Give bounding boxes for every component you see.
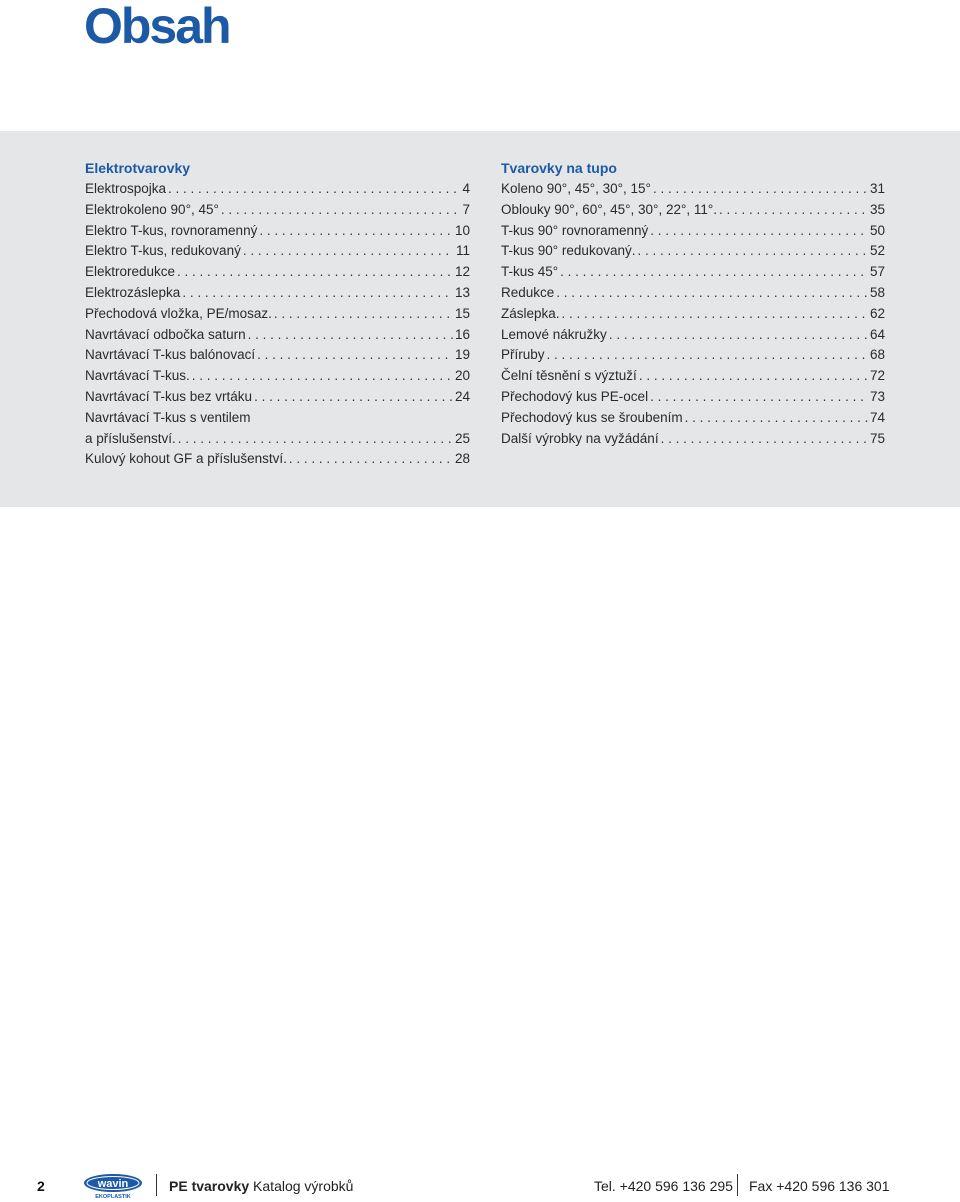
toc-entry xyxy=(501,283,885,304)
fax-number: Fax +420 596 136 301 xyxy=(749,1178,890,1194)
toc-entry-label: T-kus 90° rovnoramenný xyxy=(501,222,649,238)
toc-column-left xyxy=(85,158,470,470)
toc-entry-page: 12 xyxy=(454,264,470,280)
toc-entry xyxy=(85,366,470,387)
toc-column-right xyxy=(501,158,885,449)
toc-entry xyxy=(85,179,470,200)
toc-list xyxy=(501,179,885,449)
dot-leader xyxy=(562,304,868,325)
toc-entry-label: Navrtávací odbočka saturn xyxy=(85,326,246,342)
toc-entry-label: Kulový kohout GF a příslušenství. xyxy=(85,451,287,467)
toc-entry xyxy=(501,387,885,408)
toc-entry-page: 50 xyxy=(869,222,885,238)
dot-leader xyxy=(650,221,868,242)
toc-entry-page: 10 xyxy=(454,222,470,238)
toc-entry-page: 73 xyxy=(869,388,885,404)
toc-entry xyxy=(85,304,470,325)
toc-entry-label: T-kus 45° xyxy=(501,264,559,280)
toc-entry-label: Lemové nákružky xyxy=(501,326,607,342)
toc-entry-page: 62 xyxy=(869,305,885,321)
page-number: 2 xyxy=(37,1178,45,1194)
catalog-title-rest: Katalog výrobků xyxy=(249,1178,354,1194)
dot-leader xyxy=(639,366,868,387)
dot-leader xyxy=(254,387,453,408)
logo-subtext: EKOPLASTIK xyxy=(95,1194,131,1199)
toc-entry-label: Přechodový kus PE-ocel xyxy=(501,388,649,404)
wavin-logo xyxy=(82,1173,144,1199)
toc-entry-label: Elektro T-kus, rovnoramenný xyxy=(85,222,258,238)
toc-entry-page: 35 xyxy=(869,201,885,217)
toc-entry xyxy=(501,366,885,387)
toc-entry xyxy=(85,449,470,470)
dot-leader xyxy=(178,429,453,450)
toc-entry xyxy=(85,200,470,221)
dot-leader xyxy=(650,387,868,408)
dot-leader xyxy=(609,325,868,346)
toc-entry-label: Příruby xyxy=(501,347,545,363)
toc-entry-label: Navrtávací T-kus s ventilem xyxy=(85,409,251,425)
toc-entry-label: Záslepka. xyxy=(501,305,560,321)
toc-entry-label: Přechodová vložka, PE/mosaz. xyxy=(85,305,272,321)
toc-entry-page: 16 xyxy=(454,326,470,342)
toc-entry-label: Navrtávací T-kus bez vrtáku xyxy=(85,388,253,404)
dot-leader xyxy=(182,283,453,304)
toc-entry-page: 13 xyxy=(454,284,470,300)
toc-entry xyxy=(501,325,885,346)
toc-entry-page: 64 xyxy=(869,326,885,342)
toc-entry xyxy=(85,241,470,262)
dot-leader xyxy=(274,304,453,325)
section-heading: Elektrotvarovky xyxy=(85,160,191,176)
toc-entry-page: 24 xyxy=(454,388,470,404)
footer-divider xyxy=(156,1174,157,1196)
toc-list xyxy=(85,179,470,470)
toc-entry-label: Elektrokoleno 90°, 45° xyxy=(85,201,219,217)
toc-entry-page: 75 xyxy=(869,430,885,446)
dot-leader xyxy=(259,221,453,242)
toc-entry-page: 74 xyxy=(869,409,885,425)
footer-divider xyxy=(737,1174,738,1196)
dot-leader xyxy=(556,283,868,304)
toc-entry xyxy=(85,283,470,304)
toc-entry xyxy=(501,345,885,366)
toc-entry-page: 58 xyxy=(869,284,885,300)
toc-entry-page: 52 xyxy=(869,243,885,259)
toc-entry-page: 4 xyxy=(462,181,470,196)
dot-leader xyxy=(637,241,868,262)
toc-entry xyxy=(85,408,470,429)
toc-entry-page: 15 xyxy=(454,305,470,321)
toc-entry-page: 11 xyxy=(455,243,470,259)
toc-entry-page: 57 xyxy=(869,264,885,280)
toc-entry-page: 68 xyxy=(869,347,885,363)
dot-leader xyxy=(192,366,453,387)
dot-leader xyxy=(661,429,868,450)
toc-entry-page: 25 xyxy=(454,430,470,446)
logo-text: wavin xyxy=(97,1178,129,1190)
toc-entry-label: Přechodový kus se šroubením xyxy=(501,409,683,425)
toc-entry-label: Elektroredukce xyxy=(85,264,176,280)
toc-entry-label: a příslušenství. xyxy=(85,430,176,446)
dot-leader xyxy=(243,241,454,262)
toc-entry xyxy=(501,179,885,200)
dot-leader xyxy=(248,325,453,346)
page-title: Obsah xyxy=(84,0,230,54)
toc-entry-label: Další výrobky na vyžádání xyxy=(501,430,659,446)
catalog-title xyxy=(169,1178,353,1194)
toc-entry-page: 72 xyxy=(869,368,885,384)
dot-leader xyxy=(685,408,868,429)
toc-entry-page: 7 xyxy=(462,201,470,217)
toc-entry-page: 31 xyxy=(869,181,885,196)
toc-entry xyxy=(501,241,885,262)
toc-entry xyxy=(501,429,885,450)
toc-entry xyxy=(85,325,470,346)
toc-entry xyxy=(85,221,470,242)
dot-leader xyxy=(547,345,868,366)
toc-entry-label: Navrtávací T-kus. xyxy=(85,368,190,384)
toc-entry xyxy=(501,262,885,283)
toc-entry-label: Redukce xyxy=(501,284,555,300)
dot-leader xyxy=(289,449,453,470)
dot-leader xyxy=(653,179,868,200)
toc-entry-label: T-kus 90° redukovaný. xyxy=(501,243,636,259)
dot-leader xyxy=(560,262,868,283)
toc-entry-label: Koleno 90°, 45°, 30°, 15° xyxy=(501,181,651,196)
toc-entry-page: 20 xyxy=(454,368,470,384)
toc-entry-label: Elektrozáslepka xyxy=(85,284,181,300)
toc-entry-page: 28 xyxy=(454,451,470,467)
toc-entry xyxy=(85,345,470,366)
section-heading: Tvarovky na tupo xyxy=(501,160,617,176)
toc-entry-label: Elektrospojka xyxy=(85,181,167,196)
toc-entry xyxy=(501,304,885,325)
dot-leader xyxy=(719,200,868,221)
toc-entry xyxy=(85,429,470,450)
toc-entry-label: Elektro T-kus, redukovaný xyxy=(85,243,241,259)
phone-number: Tel. +420 596 136 295 xyxy=(594,1178,733,1194)
toc-entry xyxy=(501,221,885,242)
dot-leader xyxy=(168,179,460,200)
catalog-title-bold: PE tvarovky xyxy=(169,1178,250,1194)
toc-entry xyxy=(501,200,885,221)
dot-leader xyxy=(221,200,461,221)
toc-entry xyxy=(85,262,470,283)
toc-entry-label: Čelní těsnění s výztuží xyxy=(501,368,637,384)
dot-leader xyxy=(177,262,453,283)
dot-leader xyxy=(257,345,453,366)
toc-entry-label: Oblouky 90°, 60°, 45°, 30°, 22°, 11°. xyxy=(501,201,718,217)
toc-entry xyxy=(501,408,885,429)
toc-entry xyxy=(85,387,470,408)
toc-entry-label: Navrtávací T-kus balónovací xyxy=(85,347,256,363)
toc-entry-page: 19 xyxy=(454,347,470,363)
page-footer xyxy=(0,1168,960,1202)
